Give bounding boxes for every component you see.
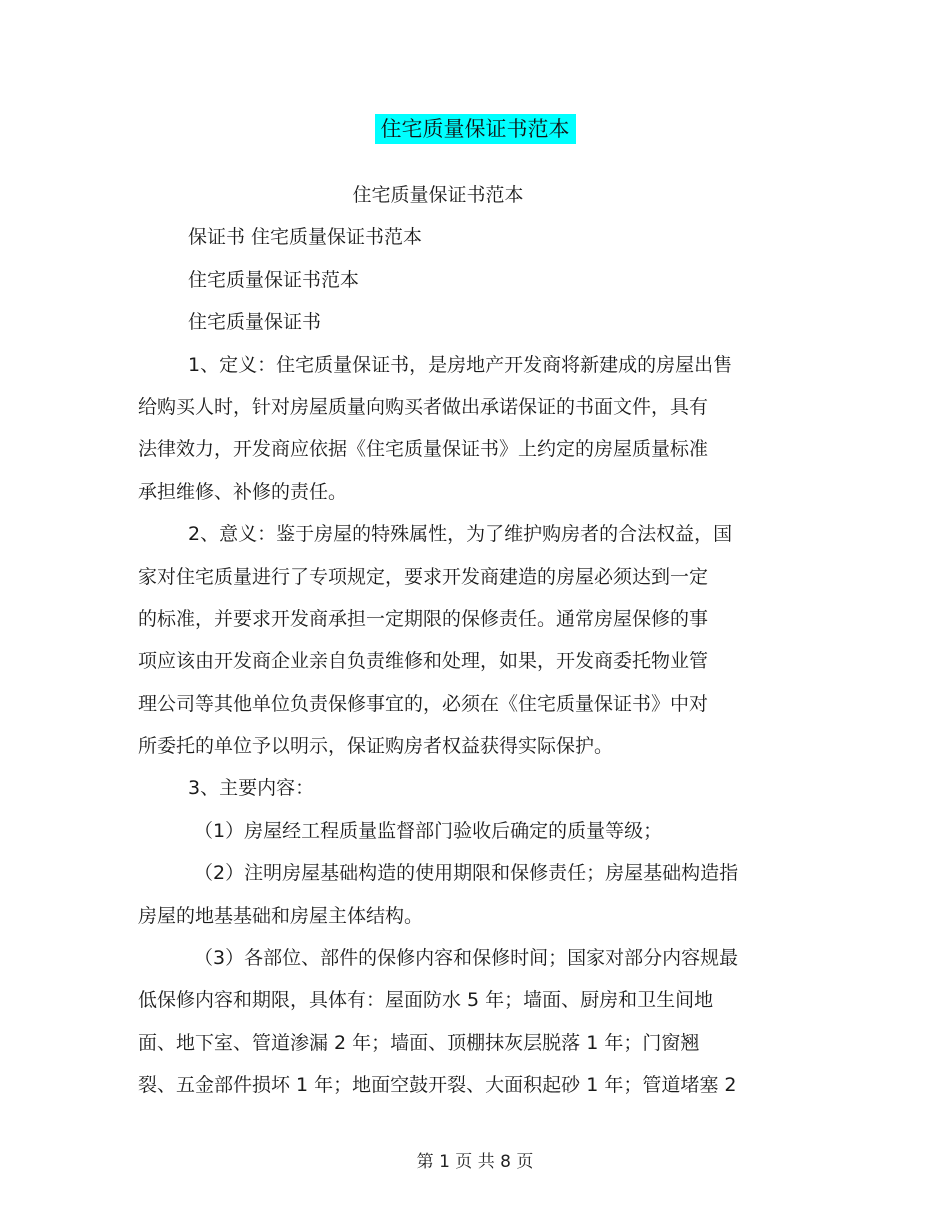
- subtitle: 住宅质量保证书范本: [352, 184, 524, 206]
- paragraph-significance-line: 2、意义：鉴于房屋的特殊属性，为了维护购房者的合法权益，国: [188, 523, 733, 546]
- paragraph-significance-line: 理公司等其他单位负责保修事宜的，必须在《住宅质量保证书》中对: [138, 692, 709, 715]
- paragraph-significance-line: 的标准，并要求开发商承担一定期限的保修责任。通常房屋保修的事: [138, 607, 709, 630]
- text-line: 住宅质量保证书范本: [188, 268, 360, 291]
- list-item-line: （2）注明房屋基础构造的使用期限和保修责任；房屋基础构造指: [194, 862, 739, 885]
- paragraph-significance-line: 所委托的单位予以明示，保证购房者权益获得实际保护。: [138, 735, 614, 758]
- section-heading: 3、主要内容：: [188, 777, 315, 800]
- list-item-line: 低保修内容和期限，具体有：屋面防水 5 年；墙面、厨房和卫生间地: [138, 989, 714, 1012]
- document-body: [138, 174, 818, 1107]
- page-footer: 第 1 页 共 8 页: [416, 1152, 534, 1172]
- list-item-line: 房屋的地基基础和房屋主体结构。: [138, 904, 424, 927]
- paragraph-significance-line: 项应该由开发商企业亲自负责维修和处理，如果，开发商委托物业管: [138, 650, 709, 673]
- list-item-line: （1）房屋经工程质量监督部门验收后确定的质量等级；: [194, 819, 663, 842]
- list-item-line: 面、地下室、管道渗漏 2 年；墙面、顶棚抹灰层脱落 1 年；门窗翘: [138, 1031, 700, 1054]
- list-item-line: 裂、五金部件损坏 1 年；地面空鼓开裂、大面积起砂 1 年；管道堵塞 2: [138, 1074, 737, 1097]
- paragraph-definition-line: 1、定义：住宅质量保证书，是房地产开发商将新建成的房屋出售: [188, 353, 733, 376]
- document-title: 住宅质量保证书范本: [375, 114, 576, 144]
- text-line: 保证书 住宅质量保证书范本: [188, 226, 423, 249]
- paragraph-definition-line: 给购买人时，针对房屋质量向购买者做出承诺保证的书面文件，具有: [138, 395, 709, 418]
- paragraph-significance-line: 家对住宅质量进行了专项规定，要求开发商建造的房屋必须达到一定: [138, 565, 709, 588]
- paragraph-definition-line: 承担维修、补修的责任。: [138, 480, 348, 503]
- list-item-line: （3）各部位、部件的保修内容和保修时间；国家对部分内容规最: [194, 947, 739, 970]
- title-wrap: [0, 114, 950, 144]
- paragraph-definition-line: 法律效力，开发商应依据《住宅质量保证书》上约定的房屋质量标准: [138, 438, 709, 461]
- text-line: 住宅质量保证书: [188, 311, 322, 334]
